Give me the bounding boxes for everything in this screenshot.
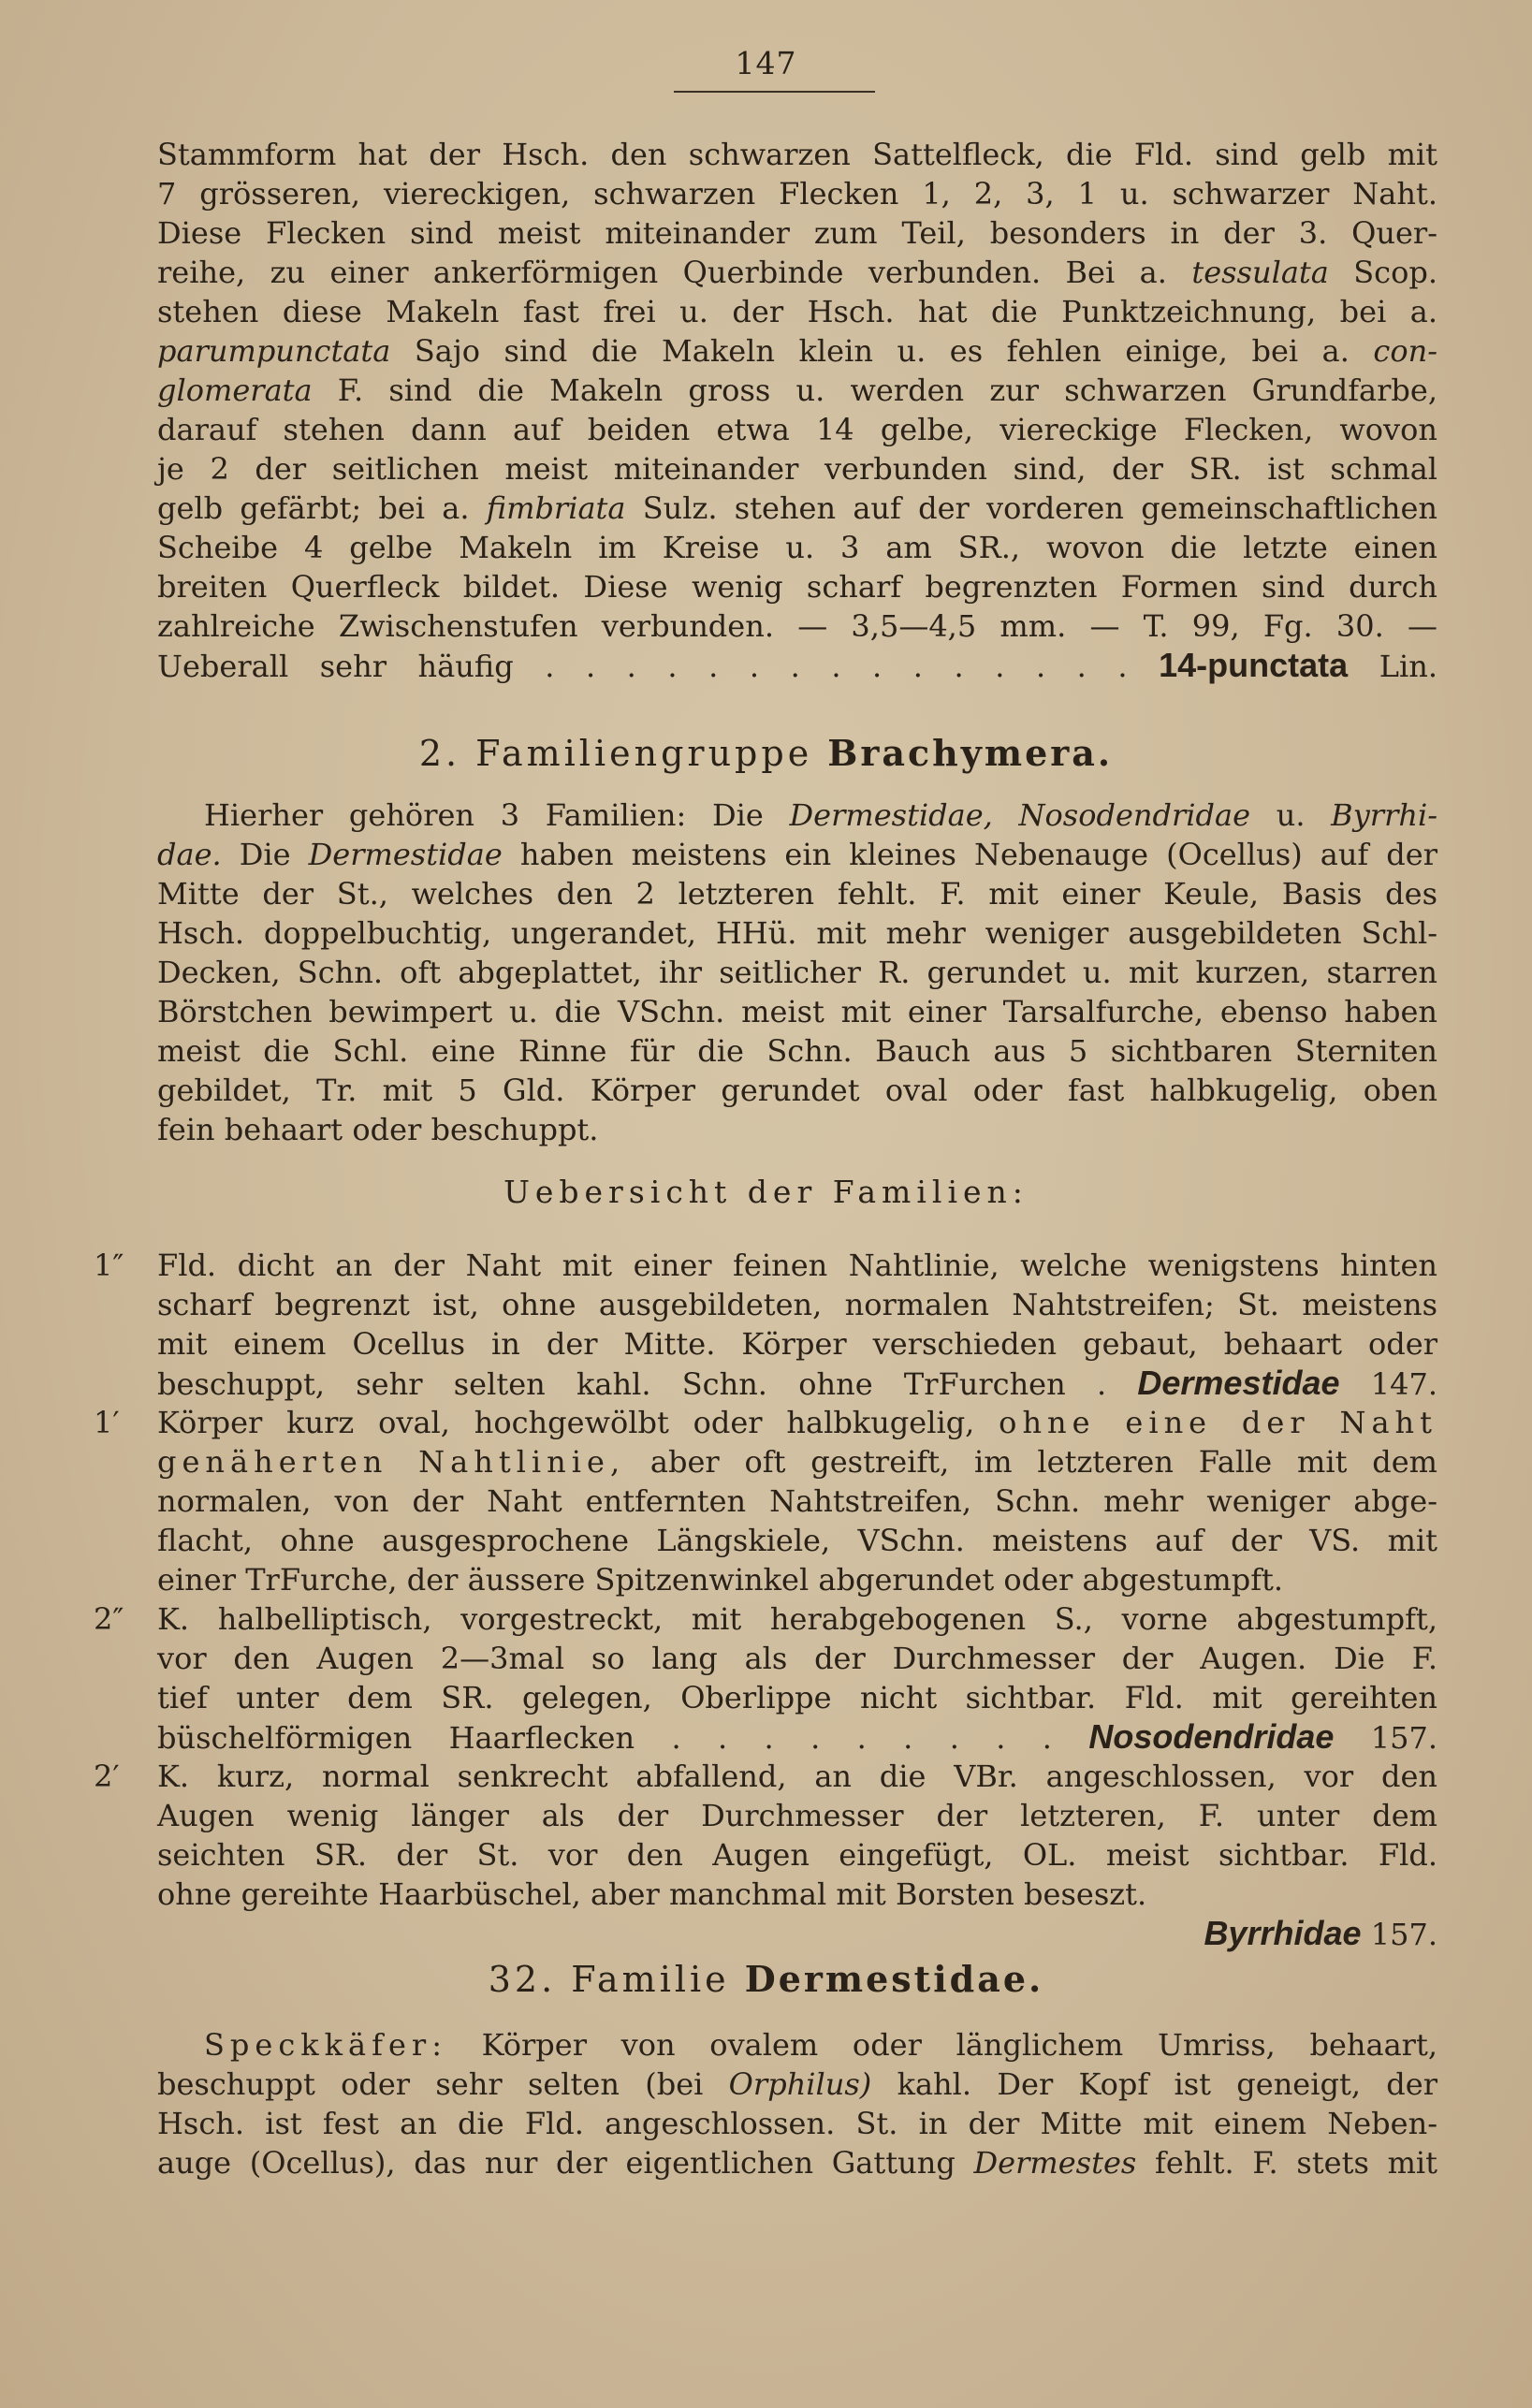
text-line: gebildet, Tr. mit 5 Gld. Körper gerundet oval oder fast halbkugelig, oben bbox=[157, 1073, 1437, 1108]
text-line: Diese Flecken sind meist miteinander zum Teil, besonders in der 3. Quer- bbox=[157, 215, 1437, 251]
text-line: vor den Augen 2—3mal so lang als der Durchmesser der Augen. Die F. bbox=[157, 1641, 1437, 1676]
key-number: 2″ bbox=[94, 1601, 124, 1637]
text-line: Decken, Schn. oft abgeplattet, ihr seitlicher R. gerundet u. mit kurzen, starren bbox=[157, 955, 1437, 990]
text-line: Fld. dicht an der Naht mit einer feinen Nahtlinie, welche wenigstens hinten bbox=[157, 1248, 1437, 1283]
text-line: genäherten Nahtlinie, aber oft gestreift, im letzteren Falle mit dem bbox=[157, 1444, 1437, 1480]
text-line: scharf begrenzt ist, ohne ausgebildeten, normalen Nahtstreifen; St. meistens bbox=[157, 1287, 1437, 1322]
section-heading: 2. Familiengruppe Brachymera. bbox=[418, 732, 1114, 774]
text-line: K. kurz, normal senkrecht abfallend, an die VBr. angeschlossen, vor den bbox=[157, 1759, 1437, 1794]
text-line: dae. Die Dermestidae haben meistens ein kleines Nebenauge (Ocellus) auf der bbox=[157, 837, 1438, 872]
text-line: Körper kurz oval, hochgewölbt oder halbkugelig, ohne eine der Naht bbox=[157, 1405, 1438, 1440]
text-line: Ueberall sehr häufig . . . . . . . . . . . . . . . 14-punctata Lin. bbox=[157, 646, 1438, 684]
text-line: Augen wenig länger als der Durchmesser der letzteren, F. unter dem bbox=[157, 1798, 1437, 1833]
page-number: 147 bbox=[735, 45, 797, 81]
text-line: tief unter dem SR. gelegen, Oberlippe nicht sichtbar. Fld. mit gereihten bbox=[157, 1680, 1437, 1715]
text-line: mit einem Ocellus in der Mitte. Körper verschieden gebaut, behaart oder bbox=[157, 1326, 1437, 1362]
key-number: 1′ bbox=[94, 1405, 120, 1440]
text-line: K. halbelliptisch, vorgestreckt, mit herabgebogenen S., vorne abgestumpft, bbox=[157, 1601, 1437, 1637]
text-line: gelb gefärbt; bei a. fimbriata Sulz. stehen auf der vorderen gemeinschaftlichen bbox=[157, 490, 1438, 526]
text-line: reihe, zu einer ankerförmigen Querbinde verbunden. Bei a. tessulata Scop. bbox=[157, 255, 1438, 290]
overview-heading: Uebersicht der Familien: bbox=[503, 1174, 1029, 1210]
text-line: fein behaart oder beschuppt. bbox=[157, 1112, 599, 1147]
text-line: Börstchen bewimpert u. die VSchn. meist mit einer Tarsalfurche, ebenso haben bbox=[157, 994, 1437, 1029]
text-line: breiten Querfleck bildet. Diese wenig scharf begrenzten Formen sind durch bbox=[157, 569, 1437, 605]
text-line: stehen diese Makeln fast frei u. der Hsch. hat die Punktzeichnung, bei a. bbox=[157, 294, 1437, 329]
text-line: Hsch. doppelbuchtig, ungerandet, HHü. mit mehr weniger ausgebildeten Schl- bbox=[157, 915, 1437, 951]
text-line: meist die Schl. eine Rinne für die Schn. Bauch aus 5 sichtbaren Sterniten bbox=[157, 1033, 1437, 1069]
text-line: glomerata F. sind die Makeln gross u. werden zur schwarzen Grundfarbe, bbox=[157, 372, 1438, 408]
text-line: Mitte der St., welches den 2 letzteren fehlt. F. mit einer Keule, Basis des bbox=[157, 876, 1437, 912]
text-line: flacht, ohne ausgesprochene Längskiele, VSchn. meistens auf der VS. mit bbox=[157, 1523, 1437, 1558]
text-line: je 2 der seitlichen meist miteinander verbunden sind, der SR. ist schmal bbox=[157, 451, 1437, 487]
text-line: ohne gereihte Haarbüschel, aber manchmal mit Borsten beseszt. bbox=[157, 1876, 1147, 1912]
text-line: Stammform hat der Hsch. den schwarzen Sattelfleck, die Fld. sind gelb mit bbox=[157, 137, 1437, 172]
text-line: zahlreiche Zwischenstufen verbunden. — 3,5—4,5 mm. — T. 99, Fg. 30. — bbox=[157, 608, 1437, 644]
text-line: Byrrhidae 157. bbox=[1204, 1914, 1437, 1952]
text-line: Hsch. ist fest an die Fld. angeschlossen. St. in der Mitte mit einem Neben- bbox=[157, 2106, 1437, 2141]
text-line: büschelförmigen Haarflecken . . . . . . . . . Nosodendridae 157. bbox=[157, 1717, 1438, 1756]
text-line: beschuppt oder sehr selten (bei Orphilus) kahl. Der Kopf ist geneigt, der bbox=[157, 2066, 1438, 2102]
text-line: 7 grösseren, viereckigen, schwarzen Flecken 1, 2, 3, 1 u. schwarzer Naht. bbox=[157, 176, 1437, 212]
text-line: Speckkäfer: Körper von ovalem oder länglichem Umriss, behaart, bbox=[204, 2027, 1438, 2063]
text-line: darauf stehen dann auf beiden etwa 14 gelbe, viereckige Flecken, wovon bbox=[157, 412, 1437, 447]
key-number: 1″ bbox=[94, 1248, 124, 1283]
page-number-rule bbox=[674, 91, 875, 93]
text-line: Scheibe 4 gelbe Makeln im Kreise u. 3 am SR., wovon die letzte einen bbox=[157, 530, 1437, 565]
text-line: seichten SR. der St. vor den Augen eingefügt, OL. meist sichtbar. Fld. bbox=[157, 1837, 1437, 1873]
text-line: Hierher gehören 3 Familien: Die Dermestidae, Nosodendridae u. Byrrhi- bbox=[204, 797, 1438, 833]
family-heading: 32. Familie Dermestidae. bbox=[488, 1958, 1044, 2000]
text-line: einer TrFurche, der äussere Spitzenwinkel abgerundet oder abgestumpft. bbox=[157, 1562, 1284, 1598]
key-number: 2′ bbox=[94, 1759, 120, 1794]
text-line: parumpunctata Sajo sind die Makeln klein u. es fehlen einige, bei a. con- bbox=[157, 333, 1438, 369]
text-line: auge (Ocellus), das nur der eigentlichen Gattung Dermestes fehlt. F. stets mit bbox=[157, 2145, 1438, 2181]
text-line: normalen, von der Naht entfernten Nahtstreifen, Schn. mehr weniger abge- bbox=[157, 1483, 1437, 1519]
text-line: beschuppt, sehr selten kahl. Schn. ohne TrFurchen . Dermestidae 147. bbox=[157, 1364, 1437, 1402]
